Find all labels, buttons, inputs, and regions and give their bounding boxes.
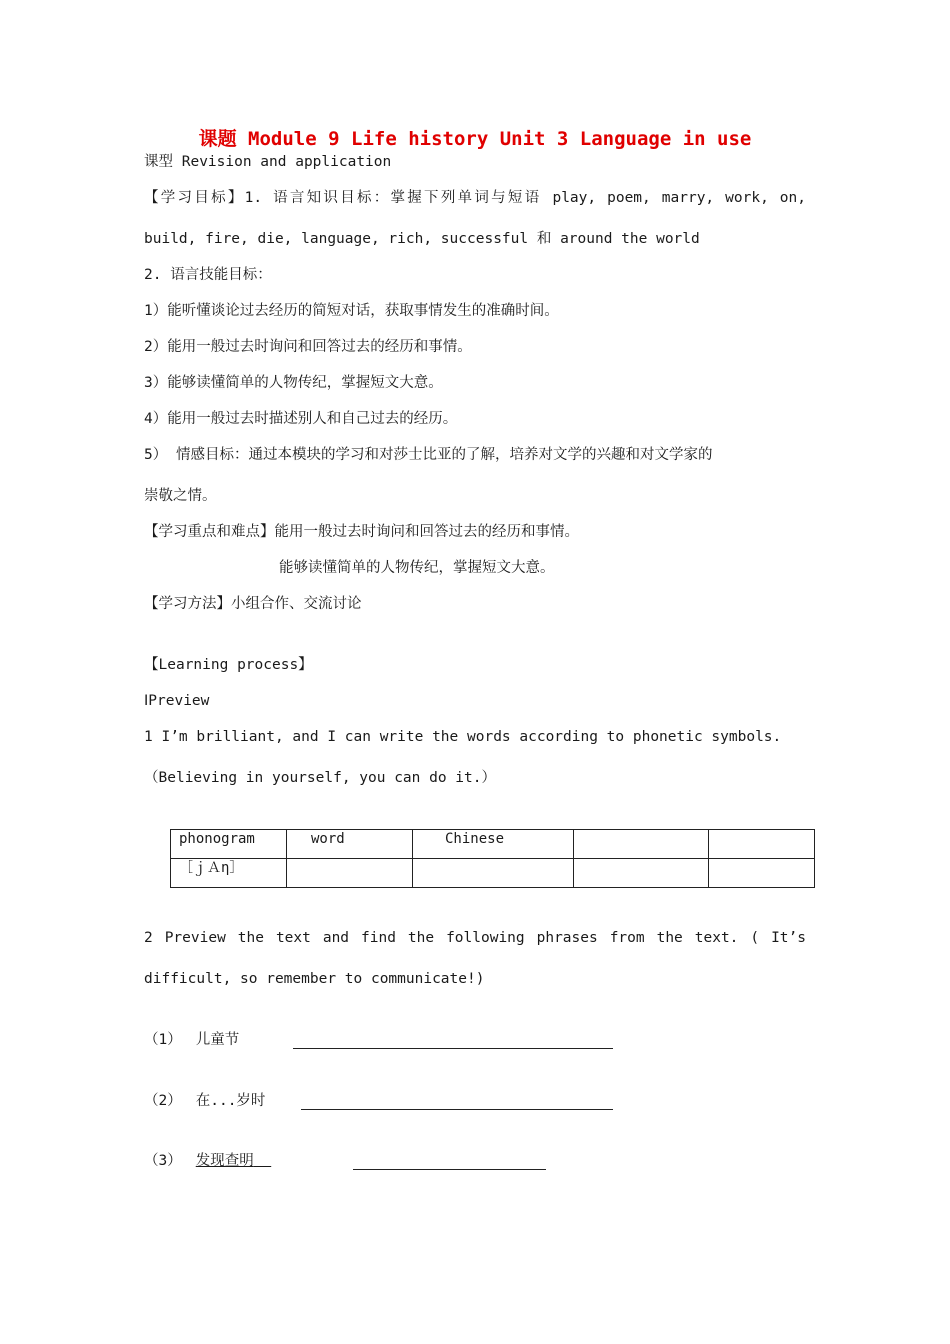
table-header-row — [171, 830, 815, 859]
header-chinese: Chinese — [413, 830, 574, 859]
skill-2: 2）能用一般过去时询问和回答过去的经历和事情。 — [144, 339, 472, 355]
phrase-item — [144, 1151, 271, 1171]
header-blank-5 — [709, 830, 815, 859]
phrase-number: （3） — [144, 1153, 182, 1169]
phrase-item — [144, 1091, 265, 1111]
objectives-line-1 — [144, 188, 806, 208]
phrase-number: （2） — [144, 1093, 182, 1109]
cell-blank-4[interactable] — [574, 859, 709, 888]
cell-word-input[interactable] — [287, 859, 413, 888]
skill-5: 5） 情感目标：通过本模块的学习和对莎士比亚的了解，培养对文学的兴趣和对文学家的 — [144, 447, 713, 463]
answer-blank[interactable] — [293, 1030, 613, 1049]
key-points-label: 【学习重点和难点】 — [144, 524, 275, 540]
objective-1: 1. 语言知识目标：掌握下列单词与短语 play, poem, marry, work, on, — [244, 190, 806, 206]
phrase-text: 儿童节 — [195, 1032, 240, 1048]
method — [144, 594, 362, 614]
task-2-line-2: difficult, so remember to communicate!) — [144, 971, 485, 987]
skill-1: 1）能听懂谈论过去经历的简短对话，获取事情发生的准确时间。 — [144, 303, 559, 319]
header-blank-4 — [574, 830, 709, 859]
phrase-text: 发现查明 — [195, 1153, 254, 1169]
skill-5-continued: 崇敬之情。 — [144, 488, 217, 504]
task-1-line-2: （Believing in yourself, you can do it.） — [144, 770, 497, 786]
answer-blank[interactable] — [301, 1091, 613, 1110]
phrase-item — [144, 1030, 239, 1050]
task-2-line-1: 2 Preview the text and find the following phrases from the text. ( It’s — [144, 930, 806, 946]
skill-4: 4）能用一般过去时描述别人和自己过去的经历。 — [144, 411, 458, 427]
cell-blank-5[interactable] — [709, 859, 815, 888]
table-row — [171, 859, 815, 888]
cell-phonetic: ［ｊＡη］ — [171, 859, 287, 888]
method-text: 小组合作、交流讨论 — [231, 596, 362, 612]
objective-2: 2. 语言技能目标： — [144, 267, 272, 283]
key-point-1: 能用一般过去时询问和回答过去的经历和事情。 — [274, 524, 579, 540]
header-phonogram: phonogram — [171, 830, 287, 859]
phonogram-table — [170, 829, 815, 888]
cell-chinese-input[interactable] — [413, 859, 574, 888]
header-word: word — [287, 830, 413, 859]
objectives-label: 【学习目标】 — [144, 190, 245, 206]
key-point-2: 能够读懂简单的人物传纪，掌握短文大意。 — [279, 560, 555, 576]
process-label: 【Learning process】 — [144, 657, 313, 673]
phrase-number: （1） — [144, 1032, 182, 1048]
skill-3: 3）能够读懂简单的人物传纪，掌握短文大意。 — [144, 375, 443, 391]
key-points — [144, 522, 579, 542]
preview-label: ⅠPreview — [144, 693, 210, 709]
lesson-type: 课型 Revision and application — [144, 154, 392, 170]
page-title: 课题 Module 9 Life history Unit 3 Language in use — [198, 128, 752, 150]
phrase-text: 在...岁时 — [195, 1093, 266, 1109]
answer-blank[interactable] — [353, 1151, 546, 1170]
task-1-line-1: 1 I’m brilliant, and I can write the words according to phonetic symbols. — [144, 729, 782, 745]
objective-1-continued: build, fire, die, language, rich, successful 和 around the world — [144, 231, 700, 247]
method-label: 【学习方法】 — [144, 596, 231, 612]
